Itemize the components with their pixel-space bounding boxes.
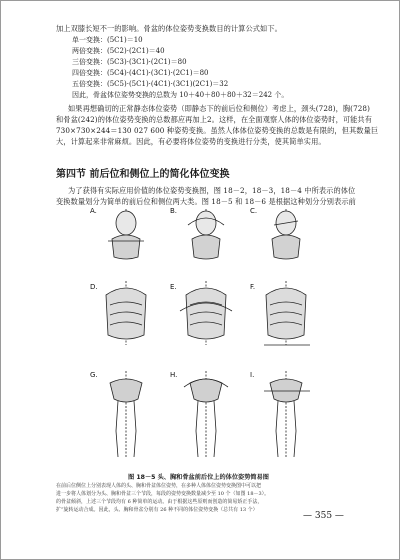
body-line-1: 为了获得有实际应用价值的体位姿势变换图，图 18－2，18－3，18－4 中所表示的体位 <box>68 186 356 195</box>
panel-b-skull <box>188 209 224 259</box>
panel-label-i: I. <box>250 371 255 379</box>
intro-line-4: 730×730×244＝130 027 600 种姿势变换。虽然人体体位姿势变换的总数是有限的，但其数量巨 <box>56 126 379 135</box>
panel-c-skull <box>272 209 300 259</box>
panel-f-chest <box>264 281 310 345</box>
caption-note-1: 在前后位侧位上分别表现人体的头、胸和骨盆体位姿势，在多种人体体位姿势变换图中可以把 <box>56 483 262 489</box>
figure-caption: 图 18－5 头、胸和骨盆前后位上的体位姿势简易图 <box>128 474 269 481</box>
posture-figure <box>88 195 328 470</box>
formula-total: 因此，骨盆体位姿势变换的总数为 10＋40＋80＋80＋32＝242 个。 <box>72 91 289 99</box>
formula-double: 两倍变换：(5C2)·(2C1)＝40 <box>72 47 165 55</box>
panel-i-pelvis <box>264 371 310 457</box>
panel-label-a: A. <box>90 207 97 215</box>
body-line-2: 变换数量划分为简单的前后位和侧位两大类。图 18－5 和 18－6 是根据这种划分分别表示前 <box>56 197 356 206</box>
panel-label-e: E. <box>170 283 177 291</box>
intro-line-1: 加上双膝长短不一的影响。骨盆的体位姿势变换数目的计算公式如下。 <box>56 24 282 33</box>
panel-e-chest <box>180 281 232 345</box>
caption-note-2: 进一步将人体划分为头、胸和骨盆三个节段，每段的姿势变换数量减少至 10 个（如图 18－3）。 <box>56 491 270 497</box>
formula-quadruple: 四倍变换：(5C4)·(4C1)·(3C1)·(2C1)＝80 <box>72 69 209 77</box>
page-number: — 355 — <box>303 511 344 521</box>
panel-label-b: B. <box>170 207 178 215</box>
panel-d-chest <box>106 281 146 345</box>
panel-h-pelvis <box>184 371 228 457</box>
panel-label-d: D. <box>90 283 98 291</box>
panel-g-pelvis <box>110 371 142 457</box>
formula-single: 单一变换：(5C1)＝10 <box>72 36 143 44</box>
panel-a-skull <box>108 209 144 259</box>
caption-note-3: 的骨盆倾斜，上述三个节段均有 6 种简单的运动。由于根据这些原则而创造的简易矫正手法， <box>56 499 263 505</box>
section-heading: 第四节 前后位和侧位上的简化体位变换 <box>56 169 230 180</box>
intro-line-2: 如果再想确切的正常静态体位姿势（即静态下的前后位和侧位）考虑上，颈头(728)，胸(728) <box>68 104 371 113</box>
intro-line-3: 和骨盆(242)的体位姿势变换的总数都应再加上2。这样，在全面观察人体的体位姿势时，可能共有 <box>56 115 373 124</box>
panel-label-h: H. <box>170 371 178 379</box>
panel-label-f: F. <box>250 283 256 291</box>
panel-label-g: G. <box>90 371 98 379</box>
intro-line-5: 大，计算起来非常麻烦。因此，有必要将体位姿势的变换进行分类，使其简单实用。 <box>56 137 326 146</box>
caption-note-4: 扩”旋转运动合成。因此，头、胸和骨盆分别有 26 种不同的体位姿势变换（总共有 13 个） <box>56 507 258 513</box>
formula-quintuple: 五倍变换：(5C5)·(5C1)·(4C1)·(3C1)(2C1)＝32 <box>72 80 229 88</box>
panel-label-c: C. <box>250 207 258 215</box>
formula-triple: 三倍变换：(5C3)·(3C1)·(2C1)＝80 <box>72 58 187 66</box>
